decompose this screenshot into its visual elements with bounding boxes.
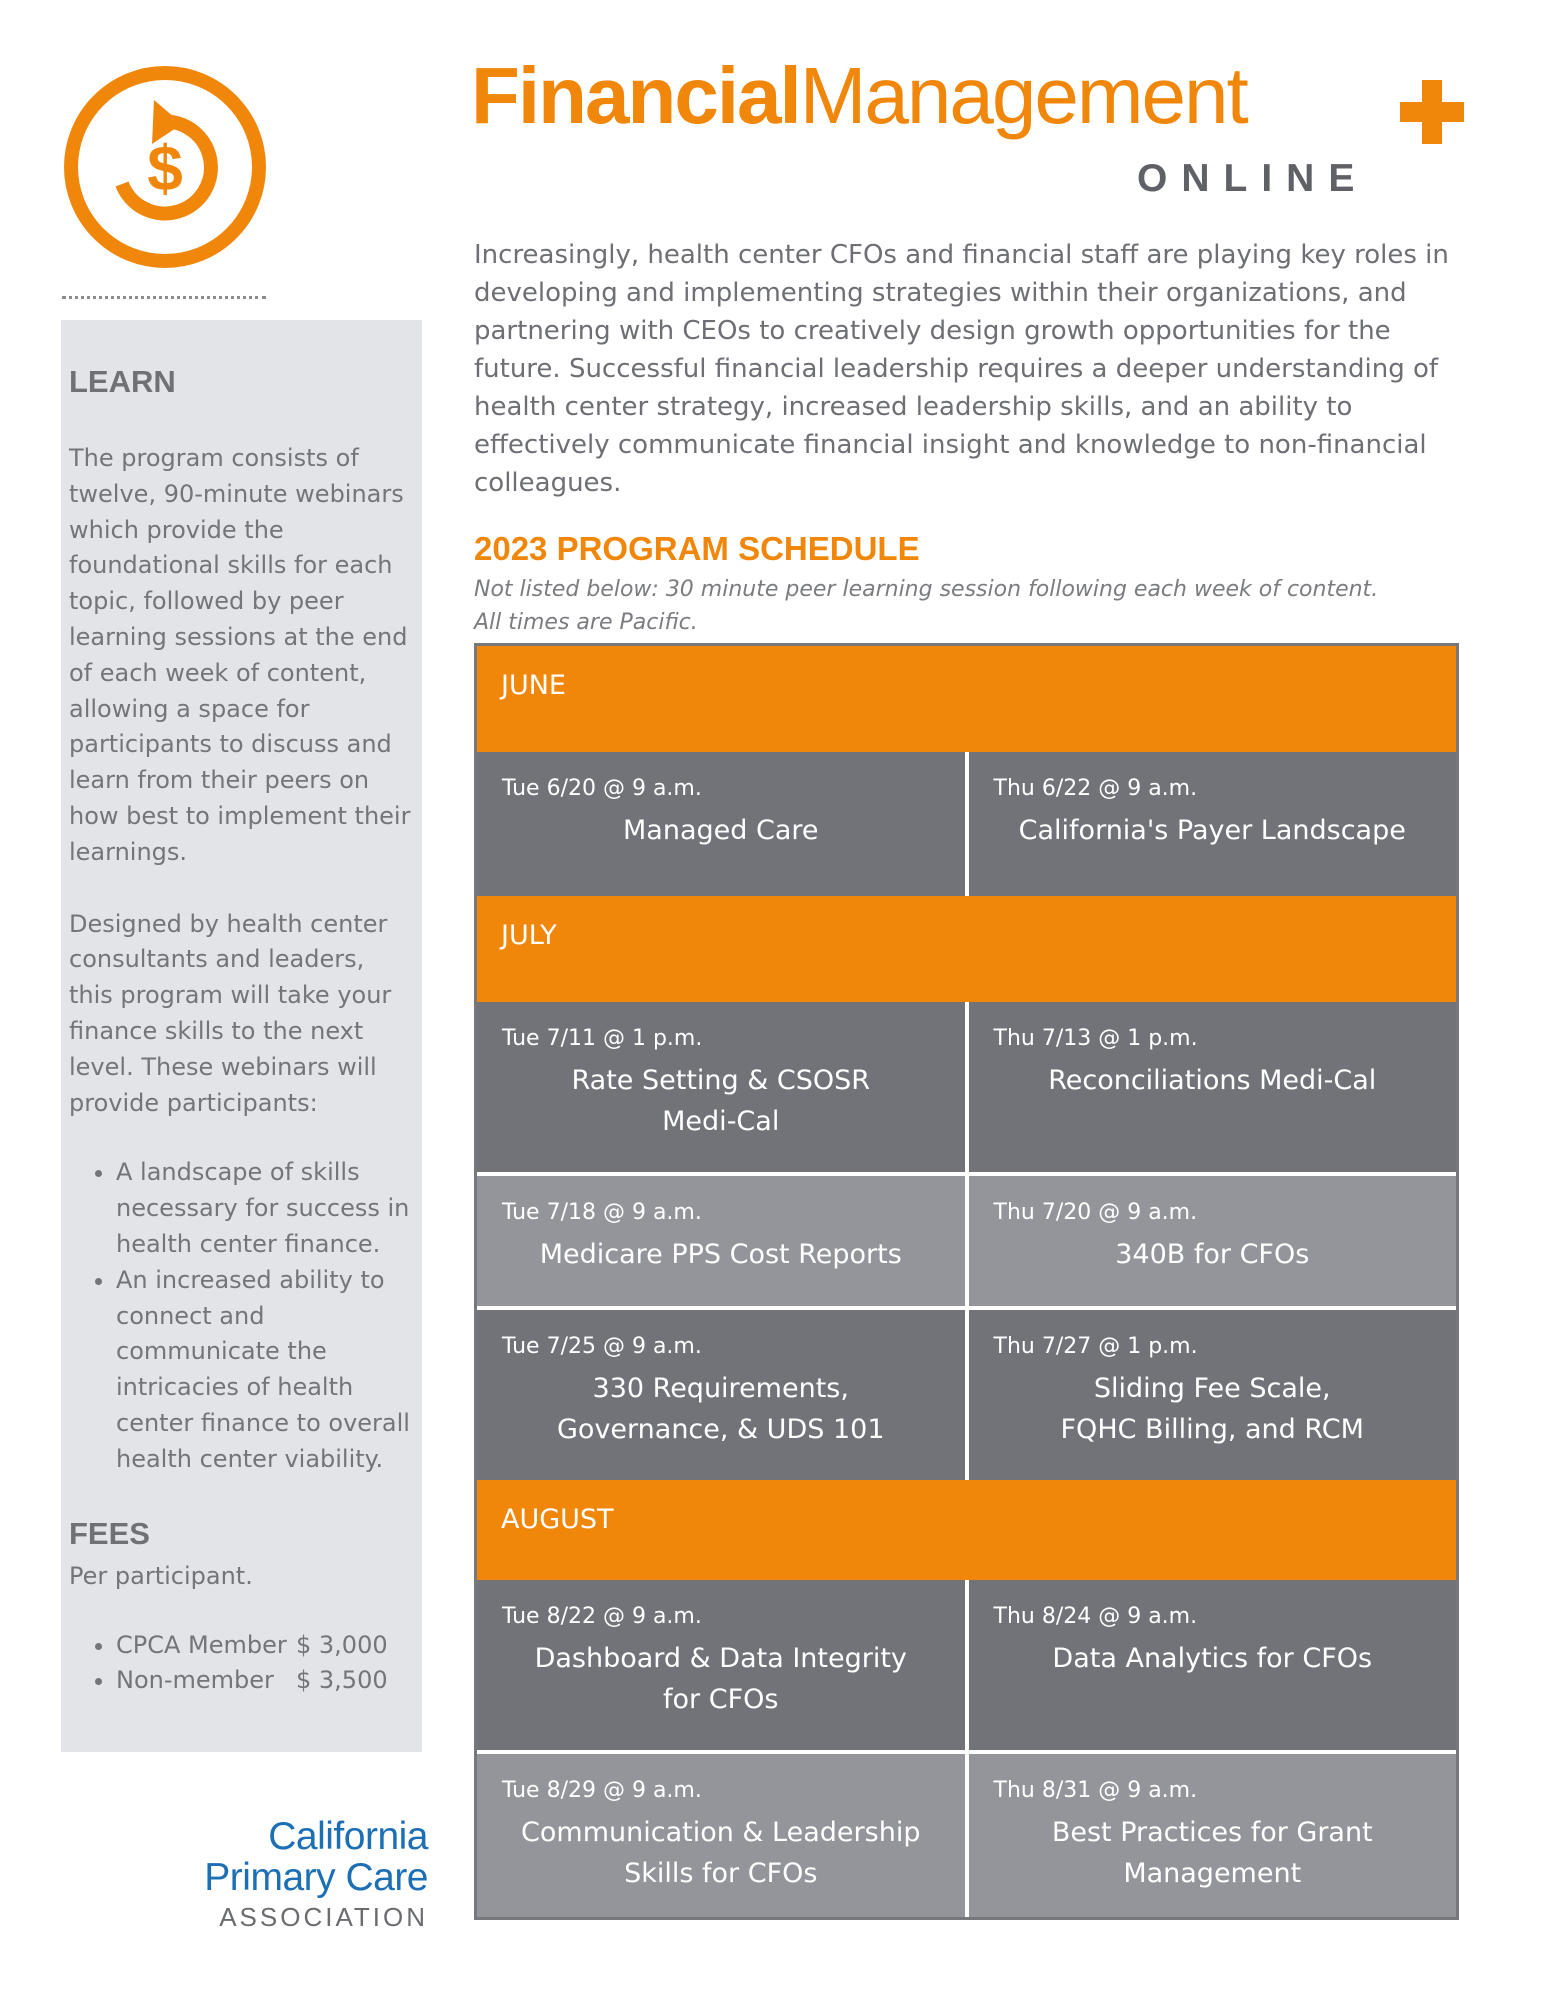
session-topic: 340B for CFOs — [1115, 1239, 1310, 1270]
session-cell — [477, 752, 965, 896]
table-row — [477, 1306, 1456, 1480]
svg-text:$: $ — [147, 132, 183, 204]
session-time: Thu 6/22 @ 9 a.m. — [993, 776, 1198, 801]
session-topic — [502, 1368, 965, 1450]
session-topic — [994, 1368, 1457, 1450]
table-row — [477, 1750, 1456, 1917]
page-subtitle: ONLINE — [1137, 157, 1369, 200]
fees-heading: FEES — [69, 1515, 150, 1551]
session-time: Tue 8/22 @ 9 a.m. — [502, 1604, 702, 1629]
session-cell — [477, 1176, 965, 1306]
session-time: Thu 7/27 @ 1 p.m. — [993, 1334, 1198, 1359]
fee-label: CPCA Member — [116, 1630, 287, 1659]
fees-list — [69, 1628, 412, 1700]
cpca-logo — [168, 1816, 428, 1933]
cpca-logo-line2: Primary Care — [204, 1856, 428, 1899]
session-time: Thu 7/20 @ 9 a.m. — [993, 1200, 1198, 1225]
session-topic-line: Management — [1123, 1858, 1302, 1889]
session-topic-line: Skills for CFOs — [624, 1858, 818, 1889]
table-row — [477, 1172, 1456, 1306]
session-cell — [965, 1176, 1457, 1306]
title-light: Management — [799, 51, 1247, 140]
learn-paragraph-2: Designed by health center consultants and leaders, this program will take your finance skills to the next level. These webinars will provide participants: — [69, 909, 392, 1117]
session-topic — [502, 1060, 965, 1142]
table-row — [477, 1002, 1456, 1172]
learn-heading: LEARN — [69, 364, 176, 399]
session-topic — [502, 1812, 965, 1894]
session-time: Tue 7/18 @ 9 a.m. — [502, 1200, 702, 1225]
table-row — [477, 752, 1456, 896]
intro-paragraph: Increasingly, health center CFOs and financial staff are playing key roles in developing and implementing strategies within their organizations, and partnering with CEOs to creatively design growth opportunities for the future. Successful financial leadership requires a deeper understanding of health center strategy, increased leadership skills, and an ability to effectively communicate financial insight and knowledge to non-financial colleagues. — [474, 240, 1449, 498]
session-topic-line: Dashboard & Data Integrity — [534, 1643, 907, 1674]
page-title — [471, 51, 1247, 140]
session-cell — [965, 1580, 1457, 1750]
schedule-title: 2023 PROGRAM SCHEDULE — [474, 530, 920, 567]
session-cell — [477, 1580, 965, 1750]
session-topic-line: Best Practices for Grant — [1051, 1817, 1373, 1848]
session-time: Tue 7/11 @ 1 p.m. — [502, 1026, 703, 1051]
fees-subtitle: Per participant. — [69, 1561, 253, 1590]
dollar-refresh-icon — [62, 64, 268, 270]
session-cell — [477, 1754, 965, 1917]
session-topic-line: 330 Requirements, — [592, 1373, 849, 1404]
schedule-table — [474, 643, 1459, 1920]
session-topic-line: for CFOs — [663, 1684, 779, 1715]
session-time: Tue 8/29 @ 9 a.m. — [502, 1778, 702, 1803]
session-cell — [965, 1002, 1457, 1172]
schedule-note — [474, 573, 1378, 639]
fee-amount: $ 3,500 — [296, 1666, 388, 1695]
session-topic: Data Analytics for CFOs — [1052, 1643, 1373, 1674]
session-topic: Managed Care — [623, 815, 819, 846]
title-bold: Financial — [471, 51, 800, 140]
schedule-note-line2: All times are Pacific. — [474, 610, 698, 635]
benefits-list — [69, 1155, 412, 1477]
cpca-logo-line1: California — [268, 1815, 428, 1858]
session-time: Thu 7/13 @ 1 p.m. — [993, 1026, 1198, 1051]
session-cell — [965, 752, 1457, 896]
session-topic: Reconciliations Medi-Cal — [1048, 1065, 1377, 1096]
fee-amount: $ 3,000 — [296, 1630, 388, 1659]
cpca-logo-line3: ASSOCIATION — [219, 1902, 428, 1932]
dotted-divider — [62, 296, 266, 299]
session-topic — [502, 1638, 965, 1720]
fee-item — [116, 1628, 412, 1664]
session-time: Tue 7/25 @ 9 a.m. — [502, 1334, 702, 1359]
month-header-june: JUNE — [477, 646, 1456, 752]
table-row — [477, 1580, 1456, 1750]
month-header-august: AUGUST — [477, 1480, 1456, 1580]
session-time: Thu 8/24 @ 9 a.m. — [993, 1604, 1198, 1629]
session-topic-line: Communication & Leadership — [521, 1817, 921, 1848]
session-cell — [477, 1002, 965, 1172]
sidebar — [61, 320, 422, 1752]
session-time: Thu 8/31 @ 9 a.m. — [993, 1778, 1198, 1803]
session-cell — [965, 1754, 1457, 1917]
session-topic-line: Governance, & UDS 101 — [557, 1414, 885, 1445]
benefit-item: • An increased ability to connect and communicate the intricacies of health center finance to overall health center viability. — [116, 1263, 412, 1478]
schedule-note-line1: Not listed below: 30 minute peer learning session following each week of content. — [474, 577, 1379, 602]
session-cell — [477, 1310, 965, 1480]
session-topic-line: Medi-Cal — [662, 1106, 780, 1137]
session-topic-line: FQHC Billing, and RCM — [1060, 1414, 1364, 1445]
session-time: Tue 6/20 @ 9 a.m. — [502, 776, 702, 801]
fee-item — [116, 1663, 412, 1699]
session-topic-line: Rate Setting & CSOSR — [571, 1065, 871, 1096]
month-header-july: JULY — [477, 896, 1456, 1002]
session-topic: California's Payer Landscape — [1018, 815, 1406, 846]
benefit-item: • A landscape of skills necessary for success in health center finance. — [116, 1155, 412, 1262]
session-topic — [994, 1812, 1457, 1894]
fee-label: Non-member — [116, 1666, 274, 1695]
session-cell — [965, 1310, 1457, 1480]
learn-paragraph: The program consists of twelve, 90-minute webinars which provide the foundational skills for each topic, followed by peer learning sessions at the end of each week of content, allowing a space for participants to discuss and learn from their peers on how best to implement their learnings. — [69, 444, 411, 866]
session-topic-line: Sliding Fee Scale, — [1093, 1373, 1331, 1404]
plus-icon — [1400, 80, 1464, 144]
session-topic: Medicare PPS Cost Reports — [539, 1239, 902, 1270]
